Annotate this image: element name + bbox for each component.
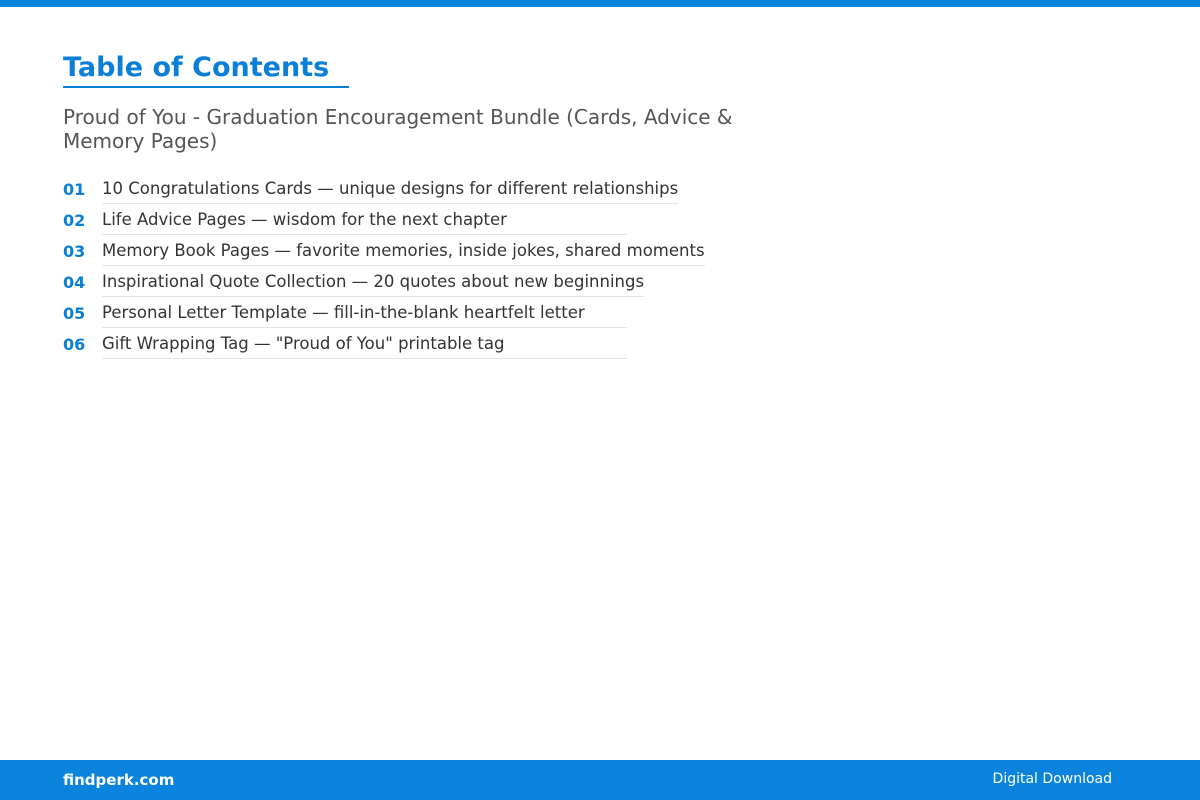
toc-item-text: Inspirational Quote Collection — 20 quotes about new beginnings	[102, 271, 644, 297]
page-subtitle: Proud of You - Graduation Encouragement Bundle (Cards, Advice & Memory Pages)	[63, 105, 733, 153]
toc-item	[63, 328, 763, 359]
content	[63, 52, 763, 359]
footer-brand: findperk.com	[63, 771, 175, 789]
toc-item	[63, 266, 763, 297]
toc-item	[63, 235, 763, 266]
toc-item	[63, 297, 763, 328]
page-title: Table of Contents	[63, 52, 349, 88]
toc-item-number: 03	[63, 242, 86, 261]
toc-item-number: 05	[63, 304, 86, 323]
toc-item-number: 04	[63, 273, 86, 292]
toc-item-number: 02	[63, 211, 86, 230]
toc-item	[63, 173, 763, 204]
toc-item	[63, 204, 763, 235]
toc-item-text: 10 Congratulations Cards — unique designs for different relationships	[102, 178, 678, 204]
toc-item-text: Personal Letter Template — fill-in-the-blank heartfelt letter	[102, 302, 627, 328]
toc-item-text: Gift Wrapping Tag — "Proud of You" printable tag	[102, 333, 627, 359]
top-accent-bar	[0, 0, 1200, 7]
toc-item-text: Memory Book Pages — favorite memories, inside jokes, shared moments	[102, 240, 705, 266]
footer-label: Digital Download	[992, 771, 1112, 787]
toc-item-number: 01	[63, 180, 86, 199]
toc-item-number: 06	[63, 335, 86, 354]
toc-item-text: Life Advice Pages — wisdom for the next chapter	[102, 209, 627, 235]
toc-list	[63, 173, 763, 359]
footer-bar	[0, 760, 1200, 800]
